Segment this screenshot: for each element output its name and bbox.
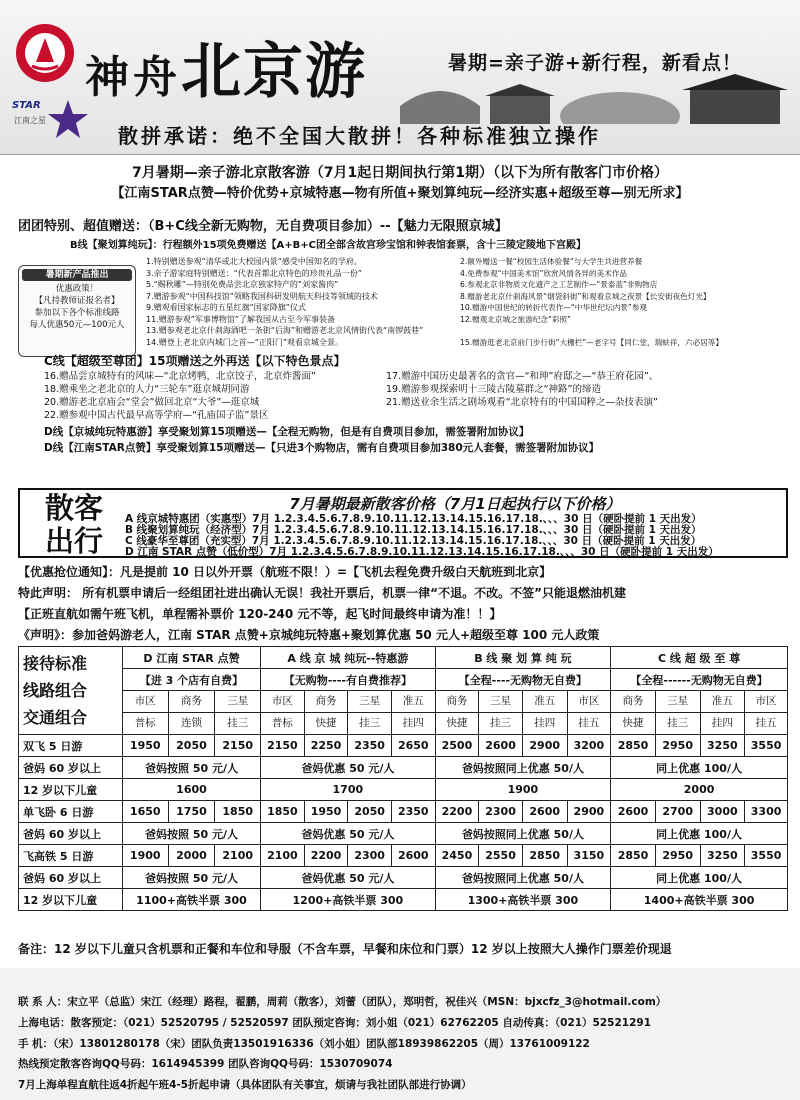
title-line2: 【江南STAR点赞—特价优势+京城特惠—物有所值+聚划算纯玩—经济实惠+超级至尊—别无所求】 (111, 186, 689, 201)
price-cell: 1950 (304, 801, 348, 823)
price-cell: 2600 (522, 801, 567, 823)
row-label: 12 岁以下儿童 (19, 889, 123, 911)
transport-top-cell: 准五 (522, 691, 567, 713)
span-cell: 爸妈按照 50 元/人 (122, 757, 260, 779)
price-title: 7月暑期最新散客价格（7月1日起执行以下价格） (289, 495, 621, 513)
price-cell: 1750 (168, 801, 215, 823)
price-cell: 2150 (215, 735, 261, 757)
transport-top-cell: 市区 (261, 691, 305, 713)
brand-part1: 神舟 (85, 52, 181, 103)
b-line-desc: B线【聚划算纯玩】：行程额外15项免费赠送【A+B+C团全部含故宫珍宝馆和钟表馆套票，含十三陵定陵地下宫殿】 (70, 240, 586, 251)
date-row-c: C 线豪华至尊团（充实型）7月 1.2.3.4.5.6.7.8.9.10.11.12.13.14.15.16.17.18.、、、30 日（硬卧提前 1 天出发） (125, 535, 702, 547)
list-item: 21.赠送业余生活之剧场观看“北京特有的中国国粹之—杂技表演” (386, 397, 658, 408)
transport-bottom-cell: 普标 (261, 713, 305, 735)
table-row (19, 889, 788, 911)
c-line-heading: C线【超级至尊团】15项赠送之外再送【以下特色景点】 (44, 354, 346, 368)
table-row (19, 757, 788, 779)
price-rows (19, 735, 788, 911)
line-c-sub: 【全程------无购物无自费】 (611, 669, 788, 691)
price-cell: 2350 (348, 735, 392, 757)
transport-top-cell: 三星 (655, 691, 700, 713)
price-cell: 2600 (479, 735, 523, 757)
sanke-line1: 散客 (44, 491, 103, 525)
price-cell: 2100 (215, 845, 261, 867)
price-cell: 2900 (522, 735, 567, 757)
gift-heading: 团团特别、超值赠送：（B+C线全新无购物，无自费项目参加）--【魅力无限照京城】 (18, 219, 508, 234)
row-label: 飞高铁 5 日游 (19, 845, 123, 867)
footer (0, 968, 800, 1100)
corner-line: 交通组合 (23, 708, 88, 727)
list-item: 6.参观北京非物质文化遗产之工艺制作—“景泰蓝”非购物店 (460, 280, 658, 289)
price-cell: 3550 (745, 845, 788, 867)
title-line1: 7月暑期—亲子游北京散客游（7月1起日期间执行第1期）（以下为所有散客门市价格） (132, 165, 668, 181)
transport-bottom-cell: 挂三 (215, 713, 261, 735)
transport-bottom-cell: 挂四 (700, 713, 745, 735)
line-d-header: D 江南 STAR 点赞 (122, 647, 260, 669)
price-cell: 3550 (745, 735, 788, 757)
transport-bottom-cell: 连锁 (168, 713, 215, 735)
list-item: 10.赠游中国世纪的转折代表作—“中华世纪坛内景”参观 (460, 303, 648, 312)
transport-bottom-cell: 快捷 (304, 713, 348, 735)
span-cell: 爸妈优惠 50 元/人 (261, 823, 436, 845)
promo-title: 暑期新产品推出 (22, 269, 132, 281)
transport-top-cell: 商务 (611, 691, 656, 713)
price-cell: 2600 (391, 845, 435, 867)
date-row-d: D 江南 STAR 点赞（低价型）7月 1.2.3.4.5.6.7.8.9.10.11.12.13.14.15.16.17.18.、、、30 日（硬卧提前 1 天出发） (125, 546, 719, 558)
transport-top-cell: 三星 (479, 691, 523, 713)
row-label: 双飞 5 日游 (19, 735, 123, 757)
sanke-label (30, 492, 118, 558)
line-b-sub: 【全程----无购物无自费】 (435, 669, 611, 691)
transport-top-cell: 商务 (304, 691, 348, 713)
transport-top-cell: 三星 (215, 691, 261, 713)
price-cell: 2300 (348, 845, 392, 867)
list-item: 16.赠品尝京城特有的风味—“北京烤鸭，北京饺子，北京炸酱面” (44, 371, 316, 382)
transport-bottom-cell: 快捷 (435, 713, 479, 735)
transport-top-cell: 商务 (168, 691, 215, 713)
list-item: 4.免费参观“中国美术馆”欣赏风情各异的美术作品 (460, 268, 627, 278)
table-row (19, 779, 788, 801)
gift-items-right (460, 256, 723, 348)
list-item: 7.赠游参观“中国科技馆”领略我国科研发明航天科技等领域的技术 (146, 291, 378, 301)
span-cell: 爸妈优惠 50 元/人 (261, 867, 436, 889)
list-item: 17.赠游中国历史最著名的贪官—“和珅”府邸之—“恭王府花园”、 (386, 371, 659, 382)
row-label: 爸妈 60 岁以上 (19, 867, 123, 889)
spacer (460, 325, 723, 337)
list-item: 13.赠参观老北京什刹海酒吧一条街“后海”和赠游老北京风情街代表“南锣鼓巷” (146, 326, 424, 335)
transport-top-cell: 准五 (700, 691, 745, 713)
transport-bottom-cell: 挂三 (479, 713, 523, 735)
line-a-header: A 线 京 城 纯玩--特惠游 (261, 647, 436, 669)
phone-line: 上海电话：散客预定：（021）52520795 / 52520597 团队预定咨询：刘小姐（021）62762205 自动传真：（021）52521291 (18, 1017, 651, 1029)
list-item: 15.赠游逛老北京前门步行街“大栅栏”—老字号【同仁堂，瑞蚨祥，六必居等】 (460, 337, 723, 347)
beijing-skyline-icon (400, 66, 800, 124)
price-cell: 2600 (611, 801, 656, 823)
price-cell: 1900 (122, 845, 168, 867)
price-cell: 2700 (655, 801, 700, 823)
d-line-2: D线【江南STAR点赞】享受聚划算15项赠送—【只进3个购物店，需有自费项目参加380元人套餐，需签署附加协议】 (44, 442, 600, 454)
span-cell: 1400+高铁半票 300 (611, 889, 788, 911)
price-cell: 3200 (567, 735, 611, 757)
transport-top-cell: 市区 (745, 691, 788, 713)
table-row (19, 823, 788, 845)
notice-ticket: 特此声明： 所有机票申请后一经组团社进出确认无误！我社开票后，机票一律“不退。不改。不签”只能退燃油机建 (18, 586, 626, 600)
promo-line: 【凡持教师证报名者】 (34, 296, 120, 306)
mobile-line: 手 机：（宋）13801280178（宋）团队负责13501916336（刘小姐）团队部18939862205（周）13761009122 (18, 1038, 590, 1050)
price-cell: 2650 (391, 735, 435, 757)
price-cell: 3250 (700, 845, 745, 867)
price-cell: 1850 (215, 801, 261, 823)
price-cell: 1950 (122, 735, 168, 757)
price-cell: 2850 (611, 735, 656, 757)
line-b-header: B 线 聚 划 算 纯 玩 (435, 647, 611, 669)
price-cell: 2200 (304, 845, 348, 867)
contact-line: 联 系 人：宋立平（总监）宋江（经理）路程，翟鹏，周莉（散客），刘蕾（团队），郑明哲，祝佳兴（MSN：bjxcfz_3@hotmail.com） (18, 996, 667, 1008)
table-row (19, 801, 788, 823)
price-cell: 3000 (700, 801, 745, 823)
span-cell: 1300+高铁半票 300 (435, 889, 611, 911)
list-item: 5.“赐秋雕”—特别免费品尝北京独家特产的“刘家酱肉” (146, 280, 339, 289)
promo-line: 参加以下各个标准线路 (34, 308, 120, 318)
transport-top-cell: 三星 (348, 691, 392, 713)
transport-bottom-cell: 挂三 (348, 713, 392, 735)
price-box (18, 488, 788, 558)
tagline: 暑期=亲子游+新行程，新看点！ (448, 52, 742, 74)
list-item: 14.赠登上老北京内城门之首—“正阳门”观看京城全景。 (146, 337, 344, 347)
price-cell: 2050 (348, 801, 392, 823)
list-item: 19.赠游参观探索明十三陵古陵墓群之“神路”的缔造 (386, 384, 601, 395)
list-item: 22.赠参观中国古代最早高等学府—“孔庙国子监”景区 (44, 410, 269, 421)
corner-line: 接待标准 (23, 654, 88, 673)
corner-line: 线路组合 (23, 681, 88, 700)
list-item: 3.亲子游家庭特别赠送：“代表首都北京特色的珍贵礼品一份” (146, 268, 362, 278)
sanke-line2: 出行 (44, 524, 103, 558)
span-cell: 爸妈按照同上优惠 50/人 (435, 823, 611, 845)
price-cell: 2850 (522, 845, 567, 867)
transport-top-cell: 市区 (567, 691, 611, 713)
star-logo-text: STAR (12, 100, 41, 111)
list-item: 8.赠游老北京什刹海风景“烟袋斜街”和观看京城之夜景【长安街夜色灯光】 (460, 291, 711, 301)
price-cell: 2550 (479, 845, 523, 867)
price-cell: 2300 (479, 801, 523, 823)
shenzhou-seal-icon (14, 22, 76, 84)
transport-top-row (19, 691, 788, 713)
price-cell: 2100 (261, 845, 305, 867)
span-cell: 1100+高铁半票 300 (122, 889, 260, 911)
date-row-b: B 线聚划算纯玩（经济型）7月 1.2.3.4.5.6.7.8.9.10.11.12.13.14.15.16.17.18.、、、30 日（硬卧提前 1 天出发） (125, 524, 702, 536)
price-cell: 2050 (168, 735, 215, 757)
transport-bottom-cell: 挂五 (567, 713, 611, 735)
span-cell: 1600 (122, 779, 260, 801)
remark: 备注：12 岁以下儿童只含机票和正餐和车位和导服（不含车票，早餐和床位和门票）12 岁以上按照大人操作门票差价现退 (18, 942, 672, 956)
span-cell: 爸妈按照同上优惠 50/人 (435, 757, 611, 779)
price-cell: 1650 (122, 801, 168, 823)
price-cell: 2250 (304, 735, 348, 757)
span-cell: 1700 (261, 779, 436, 801)
span-cell: 1900 (435, 779, 611, 801)
span-cell: 同上优惠 100/人 (611, 823, 788, 845)
price-cell: 2950 (655, 845, 700, 867)
span-cell: 同上优惠 100/人 (611, 757, 788, 779)
row-label: 爸妈 60 岁以上 (19, 823, 123, 845)
span-cell: 同上优惠 100/人 (611, 867, 788, 889)
transport-bottom-cell: 挂三 (655, 713, 700, 735)
departure-dates (125, 514, 719, 558)
commitment-slogan: 散拼承诺：绝不全国大散拼！各种标准独立操作 (118, 124, 601, 148)
transport-top-cell: 准五 (391, 691, 435, 713)
price-cell: 2500 (435, 735, 479, 757)
flight-line: 7月上海单程直航往返4折起午班4-5折起申请（具体团队有关事宜，烦请与我社团队部进行协调） (18, 1079, 472, 1091)
promo-line: 优惠政策！ (55, 284, 99, 294)
list-item: 2.额外赠送一餐“校园生活体验餐“与大学生共进营养餐 (460, 257, 643, 266)
span-cell: 爸妈优惠 50 元/人 (261, 757, 436, 779)
promo-box (18, 265, 136, 357)
d-line-1: D线【京城纯玩特惠游】享受聚划算15项赠送—【全程无购物，但是有自费项目参加，需签署附加协议】 (44, 426, 530, 438)
notice-statement: 《声明》：参加爸妈游老人，江南 STAR 点赞+京城纯玩特惠+聚划算优惠 50 元人+超级至尊 100 元人政策 (18, 628, 600, 642)
span-cell: 1200+高铁半票 300 (261, 889, 436, 911)
transport-bottom-cell: 快捷 (611, 713, 656, 735)
price-cell: 2350 (391, 801, 435, 823)
promo-line: 每人优惠50元—100元人 (29, 320, 125, 330)
table-row (19, 735, 788, 757)
line-d-sub: 【进 3 个店有自费】 (122, 669, 260, 691)
span-cell: 爸妈按照 50 元/人 (122, 867, 260, 889)
row-label: 12 岁以下儿童 (19, 779, 123, 801)
c-items-right (386, 370, 658, 409)
price-cell: 3250 (700, 735, 745, 757)
table-row (19, 867, 788, 889)
row-label: 单飞卧 6 日游 (19, 801, 123, 823)
span-cell: 2000 (611, 779, 788, 801)
transport-top-cell: 市区 (122, 691, 168, 713)
span-cell: 爸妈按照同上优惠 50/人 (435, 867, 611, 889)
transport-bottom-cell: 普标 (122, 713, 168, 735)
qq-line: 热线预定散客咨询QQ号码：1614945399 团队咨询QQ号码：1530709074 (18, 1058, 393, 1070)
price-cell: 2900 (567, 801, 611, 823)
line-a-sub: 【无购物----有自费推荐】 (261, 669, 436, 691)
transport-bottom-row (19, 713, 788, 735)
line-c-header: C 线 超 级 至 尊 (611, 647, 788, 669)
brand-part2: 北京游 (181, 37, 367, 107)
span-cell: 爸妈按照 50 元/人 (122, 823, 260, 845)
price-cell: 1850 (261, 801, 305, 823)
notice-afternoon: 【正班直航如需午班飞机，单程需补票价 120-240 元不等，起飞时间最终申请为准！！】 (18, 607, 502, 621)
list-item: 12.赠观北京城之旅游纪念“彩照” (460, 314, 572, 324)
price-cell: 2000 (168, 845, 215, 867)
c-items-left (44, 370, 316, 422)
price-cell: 3150 (567, 845, 611, 867)
list-item: 9.赠观看国家标志的五星红旗“国家降旗”仪式 (146, 303, 306, 312)
header-banner (0, 0, 800, 155)
date-row-a: A 线京城特惠团（实惠型）7月 1.2.3.4.5.6.7.8.9.10.11.12.13.14.15.16.17.18.、、、30 日（硬卧提前 1 天出发） (125, 513, 702, 525)
list-item: 18.赠乘坐之老北京的人力“三轮车”逛京城胡同游 (44, 384, 250, 395)
row-label: 爸妈 60 岁以上 (19, 757, 123, 779)
transport-bottom-cell: 挂四 (522, 713, 567, 735)
notice-discount: 【优惠抢位通知】：凡是提前 10 日以外开票（航班不限！）=【飞机去程免费升级白天航班到北京】 (18, 565, 552, 579)
price-cell: 3300 (745, 801, 788, 823)
price-cell: 2200 (435, 801, 479, 823)
transport-top-cell: 商务 (435, 691, 479, 713)
price-cell: 2150 (261, 735, 305, 757)
gift-items-left (146, 256, 423, 348)
transport-bottom-cell: 挂四 (391, 713, 435, 735)
transport-bottom-cell: 挂五 (745, 713, 788, 735)
table-row (19, 845, 788, 867)
price-table (18, 646, 788, 911)
price-cell: 2950 (655, 735, 700, 757)
price-cell: 2450 (435, 845, 479, 867)
brand-title (85, 24, 367, 110)
star-logo-sub: 江南之星 (14, 116, 46, 125)
list-item: 1.特别赠送参观“清华或北大校园内景“感受中国知名的学府。 (146, 257, 362, 266)
list-item: 11.赠游参观“军事博物馆”了解我国从古至今军事装备 (146, 314, 336, 324)
table-corner (19, 647, 123, 735)
price-cell: 2850 (611, 845, 656, 867)
list-item: 20.赠游老北京庙会“堂会”做回北京“大爷”—逛京城 (44, 397, 260, 408)
